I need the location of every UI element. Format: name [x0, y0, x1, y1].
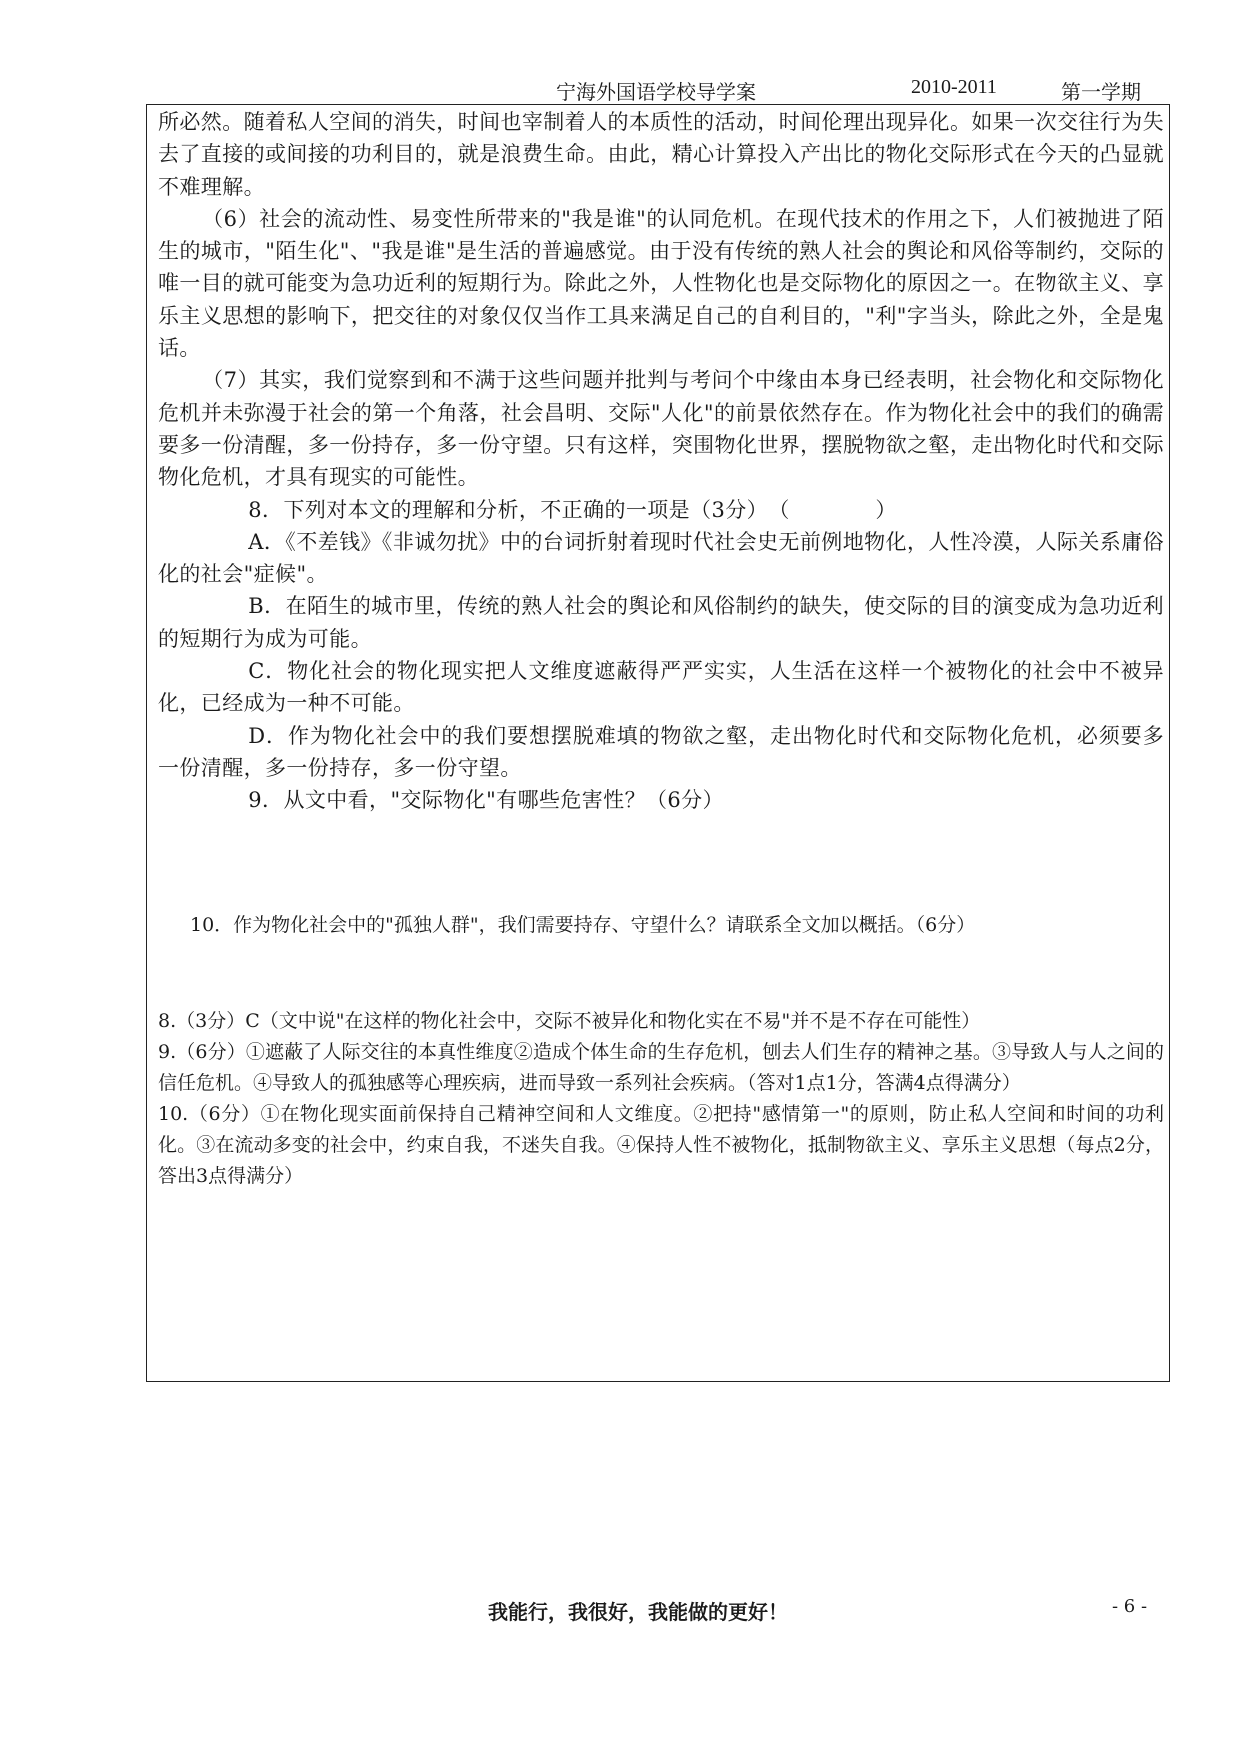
- header-year: 2010-2011: [911, 76, 997, 98]
- question-8-option-a: A．《不差钱》《非诚勿扰》中的台词折射着现时代社会史无前例地物化，人性冷漠，人际关系庸俗化的社会"症候"。: [158, 529, 1164, 587]
- question-8: 8．下列对本文的理解和分析，不正确的一项是（3分） （ ）: [248, 497, 897, 522]
- page-header: [146, 74, 1170, 105]
- answer-key: [158, 1006, 1164, 1192]
- question-10: 10．作为物化社会中的"孤独人群"，我们需要持存、守望什么？请联系全文加以概括。（6分）: [190, 914, 976, 936]
- answer-8: 8.（3分）C（文中说"在这样的物化社会中，交际不被异化和物化实在不易"并不是不存在可能性）: [158, 1010, 981, 1032]
- question-8-option-b: B．在陌生的城市里，传统的熟人社会的舆论和风俗制约的缺失，使交际的目的演变成为急功近利的短期行为成为可能。: [158, 594, 1164, 651]
- question-9: 9．从文中看，"交际物化"有哪些危害性？（6分）: [248, 788, 724, 813]
- header-term: 第一学期: [1061, 80, 1141, 104]
- page-number: - 6 -: [1112, 1596, 1148, 1617]
- answer-10: 10.（6分）①在物化现实面前保持自己精神空间和人文维度。②把持"感情第一"的原则，防止私人空间和时间的功利化。③在流动多变的社会中，约束自我，不迷失自我。④保持人性不被物化，抵制物欲主义、享乐主义思想（每点2分，答出3点得满分）: [158, 1103, 1164, 1187]
- answer-9: 9.（6分）①遮蔽了人际交往的本真性维度②造成个体生命的生存危机，刨去人们生存的精神之基。③导致人与人之间的信任危机。④导致人的孤独感等心理疾病，进而导致一系列社会疾病。（答对1点1分，答满4点得满分）: [158, 1041, 1164, 1094]
- question-8-option-c: C．物化社会的物化现实把人文维度遮蔽得严严实实，人生活在这样一个被物化的社会中不被异化，已经成为一种不可能。: [158, 659, 1164, 716]
- passage-paragraph-6: （6）社会的流动性、易变性所带来的"我是谁"的认同危机。在现代技术的作用之下，人们被抛进了陌生的城市，"陌生化"、"我是谁"是生活的普遍感觉。由于没有传统的熟人社会的舆论和风俗等制约，交际的唯一目的就可能变为急功近利的短期行为。除此之外，人性物化也是交际物化的原因之一。在物欲主义、享乐主义思想的影响下，把交往的对象仅仅当作工具来满足自己的自利目的，"利"字当头，除此之外，全是鬼话。: [158, 206, 1164, 361]
- footer-motto: 我能行，我很好，我能做的更好！: [488, 1600, 788, 1624]
- passage-paragraph-continued: 所必然。随着私人空间的消失，时间也宰制着人的本质性的活动，时间伦理出现异化。如果一次交往行为失去了直接的或间接的功利目的，就是浪费生命。由此，精心计算投入产出比的物化交际形式在今天的凸显就不难理解。: [158, 110, 1164, 199]
- passage-paragraph-7: （7）其实，我们觉察到和不满于这些问题并批判与考问个中缘由本身已经表明，社会物化和交际物化危机并未弥漫于社会的第一个角落，社会昌明、交际"人化"的前景依然存在。作为物化社会中的我们的确需要多一份清醒，多一份持存，多一份守望。只有这样，突围物化世界，摆脱物欲之壑，走出物化时代和交际物化危机，才具有现实的可能性。: [158, 368, 1164, 490]
- reading-passage: [158, 106, 1164, 817]
- question-8-option-d: D．作为物化社会中的我们要想摆脱难填的物欲之壑，走出物化时代和交际物化危机，必须要多一份清醒，多一份持存，多一份守望。: [158, 723, 1164, 780]
- header-school: 宁海外国语学校导学案: [556, 80, 756, 104]
